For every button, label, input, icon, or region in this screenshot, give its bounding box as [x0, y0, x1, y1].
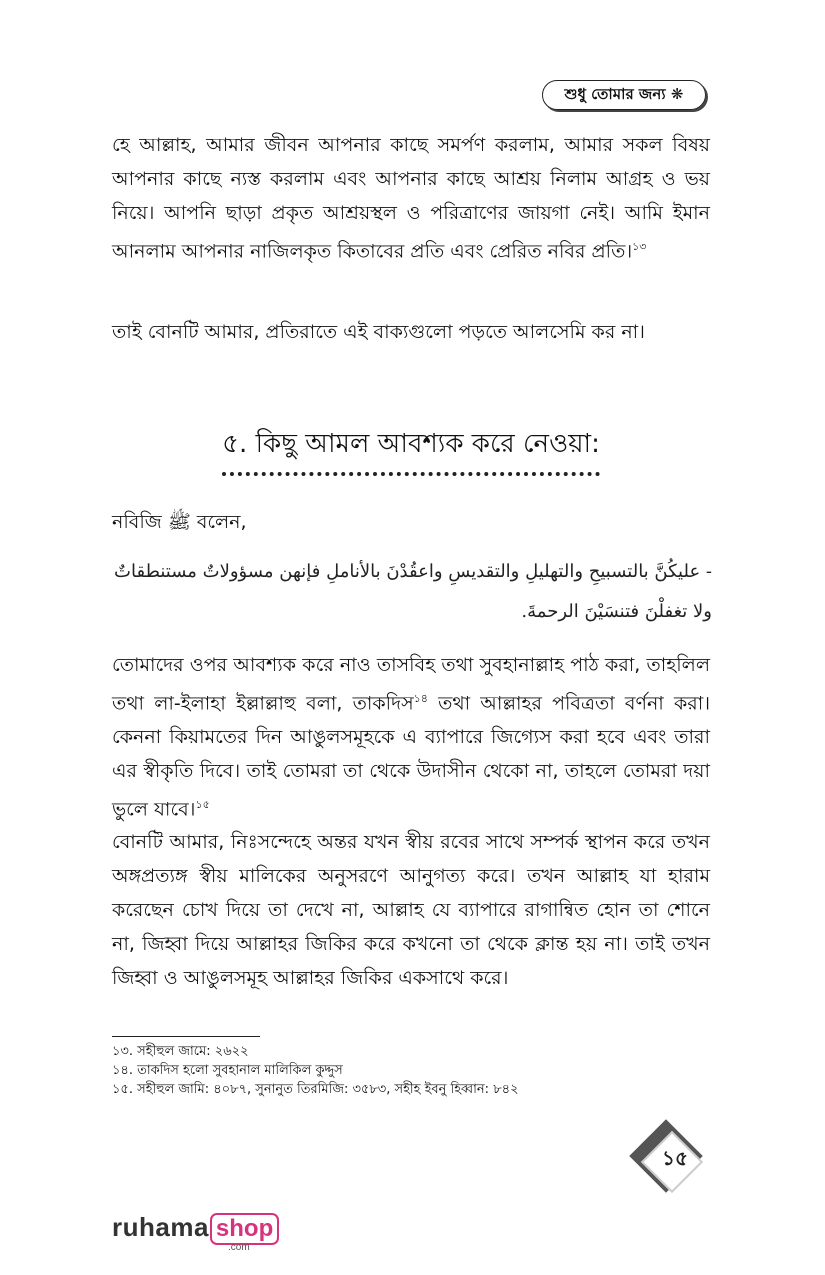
paragraph-hadith-translation [112, 648, 710, 827]
paragraph-dua-translation [112, 128, 710, 268]
paragraph-text: তথা আল্লাহর পবিত্রতা বর্ণনা করা। কেননা কিয়ামতের দিন আঙুলসমূহকে এ ব্যাপারে জিগ্যেস করা হবে এবং তারা এর স্বীকৃতি দিবে। তাই তোমরা তা থেকে উদাসীন থেকো না, তাহলে তোমরা দয়া ভুলে যাবে। [112, 692, 710, 821]
footnote-14: ১৪. তাকদিস হলো সুবহানাল মালিকিল কুদ্দুস [112, 1063, 343, 1078]
logo-text-com: .com [228, 1242, 250, 1253]
logo-text-ruhama: ruhama [112, 1212, 209, 1242]
footnotes [112, 1042, 519, 1099]
heading-dotted-divider [222, 472, 600, 476]
footnote-13: ১৩. সহীহুল জামে: ২৬২২ [112, 1044, 249, 1059]
running-header-badge: শুধু তোমার জন্য ❋ [542, 80, 706, 110]
footnote-ref-14: ১৪ [413, 692, 428, 705]
paragraph-explanation: বোনটি আমার, নিঃসন্দেহে অন্তর যখন স্বীয় রবের সাথে সম্পর্ক স্থাপন করে তখন অঙ্গপ্রত্যঙ্গ স্বীয় মালিকের অনুসরণে আনুগত্য করে। তখন আল্লাহ যা হারাম করেছেন চোখ দিয়ে তা দেখে না, আল্লাহ যে ব্যাপারে রাগান্বিত হোন তা শোনে না, জিহ্বা দিয়ে আল্লাহর জিকির করে কখনো তা থেকে ক্লান্ত হয় না। তাই তখন জিহ্বা ও আঙুলসমূহ আল্লাহর জিকির একসাথে করে। [112, 831, 710, 989]
footnote-divider [112, 1036, 260, 1037]
hadith-intro: নবিজি ﷺ বলেন, [112, 511, 247, 533]
arabic-line-2: ولا تغفلْنَ فتنسَيْنَ الرحمةَ. [521, 601, 712, 622]
paragraph-text: হে আল্লাহ, আমার জীবন আপনার কাছে সমর্পণ করলাম, আমার সকল বিষয় আপনার কাছে ন্যস্ত করলাম এবং আপনার কাছে আশ্রয় নিলাম আগ্রহ ও ভয় নিয়ে। আপনি ছাড়া প্রকৃত আশ্রয়স্থল ও পরিত্রাণের জায়গা নেই। আমি ইমান আনলাম আপনার নাজিলকৃত কিতাবের প্রতি এবং প্রেরিত নবির প্রতি। [112, 134, 710, 263]
paragraph-text: তোমাদের ওপর আবশ্যক করে নাও তাসবিহ তথা সুবহানাল্লাহ পাঠ করা, তাহলিল তথা লা-ইলাহা ইল্লাল্লাহু বলা, তাকদিস [112, 654, 710, 715]
paragraph-reminder: তাই বোনটি আমার, প্রতিরাতে এই বাক্যগুলো পড়তে আলসেমি কর না। [112, 321, 645, 343]
ruhamashop-logo [112, 1212, 279, 1253]
logo-text-shop: shop [210, 1213, 279, 1245]
section-heading: ৫. কিছু আমল আবশ্যক করে নেওয়া: [222, 429, 600, 459]
arabic-line-1: - عليكُنَّ بالتسبيحِ والتهليلِ والتقديسِ واعقُدْنَ بالأناملِ فإنهن مسؤولاتٌ مستنطقاتٌ [114, 561, 712, 582]
arabic-hadith [112, 552, 712, 632]
page-number: ১৫ [662, 1146, 688, 1170]
footnote-ref-15: ১৫ [195, 798, 210, 812]
footnote-ref-13: ১৩ [632, 240, 647, 253]
footnote-15: ১৫. সহীহুল জামি: ৪০৮৭, সুনানুত তিরমিজি: ৩৫৮৩, সহীহ ইবনু হিব্বান: ৮৪২ [112, 1082, 519, 1097]
